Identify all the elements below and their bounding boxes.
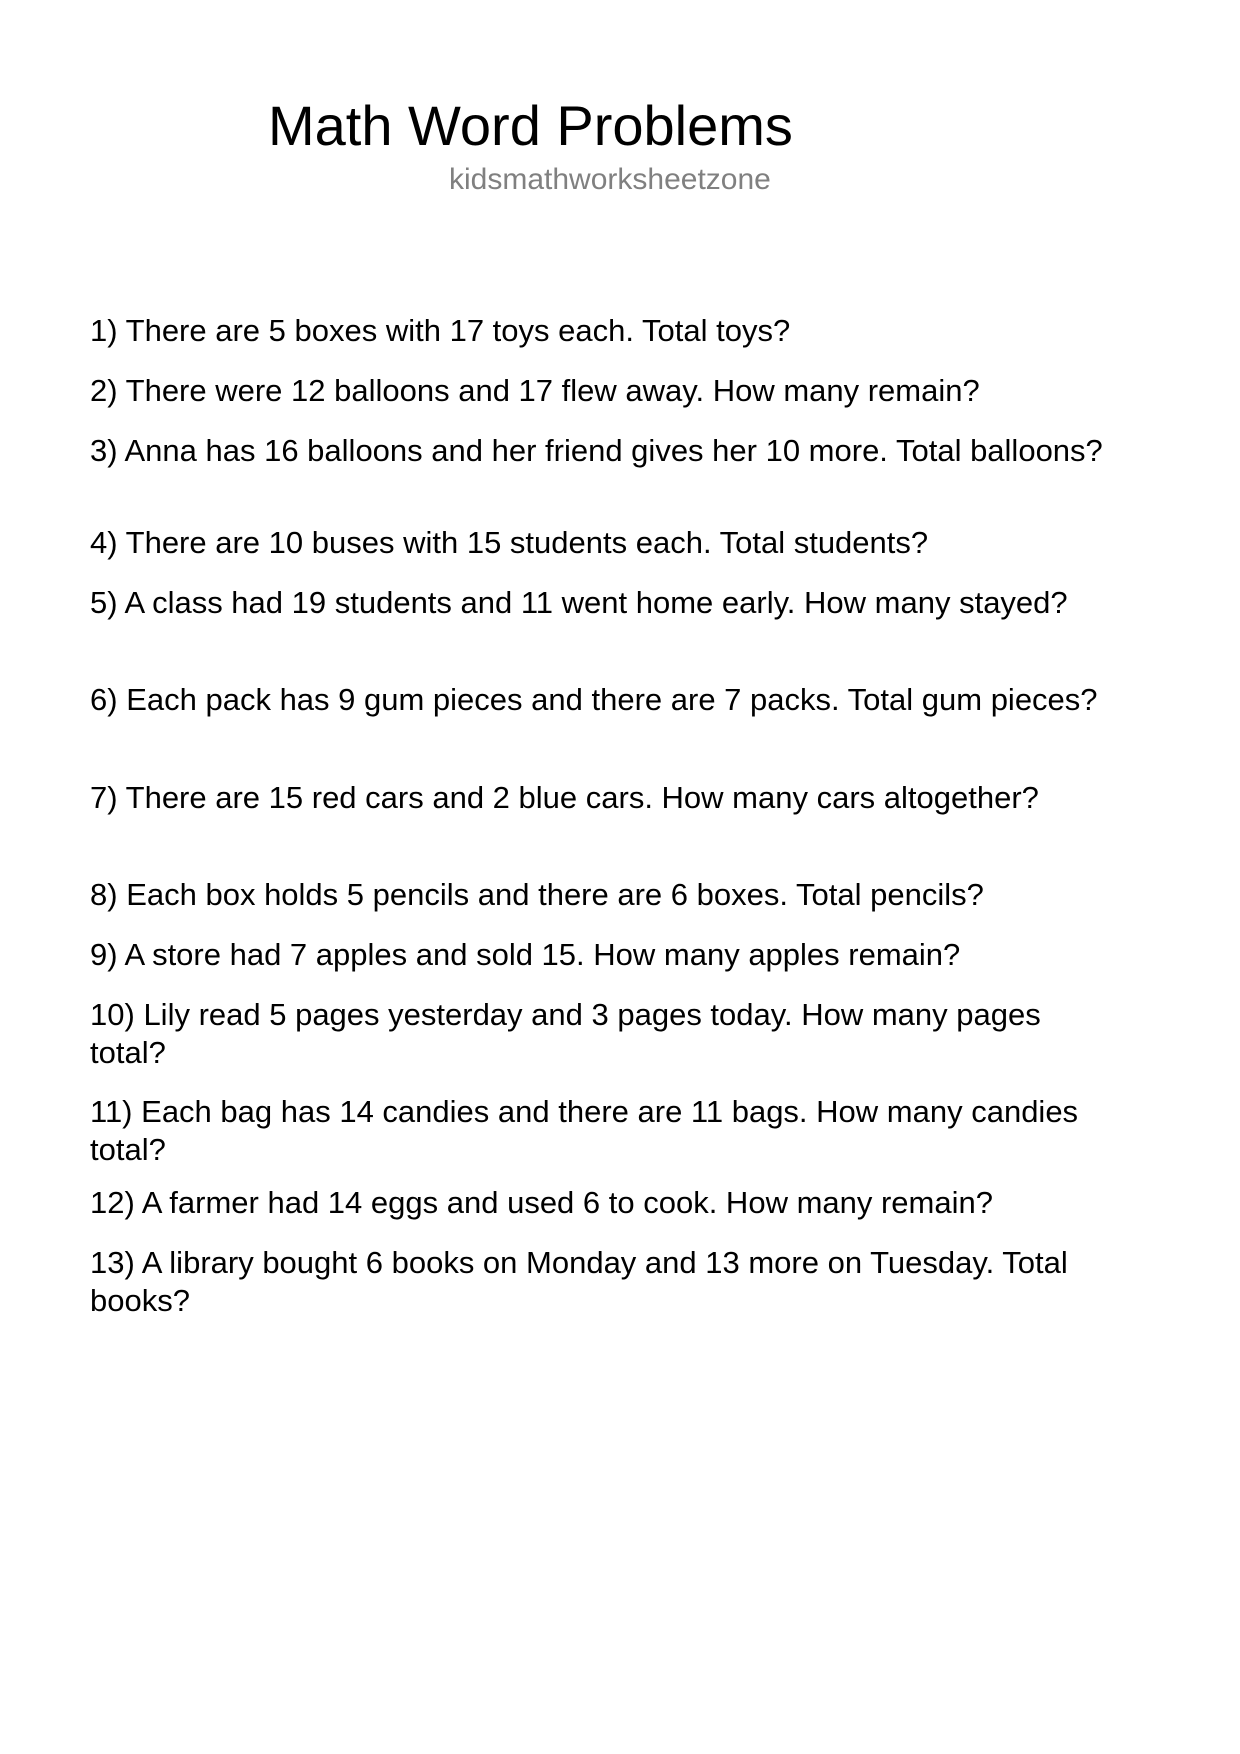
problem-text: There were 12 balloons and 17 flew away. How many remain? xyxy=(125,373,980,408)
problem-item xyxy=(90,779,1120,817)
page-title: Math Word Problems xyxy=(268,94,793,157)
problem-item xyxy=(90,1244,1120,1320)
problem-text: There are 15 red cars and 2 blue cars. How many cars altogether? xyxy=(125,780,1039,815)
problem-text: Lily read 5 pages yesterday and 3 pages today. How many pages total? xyxy=(90,997,1041,1070)
problem-item xyxy=(90,1093,1120,1169)
problem-number: 13) xyxy=(90,1245,135,1280)
problem-text: Each box holds 5 pencils and there are 6 boxes. Total pencils? xyxy=(126,877,984,912)
problem-number: 10) xyxy=(90,997,135,1032)
problem-text: A library bought 6 books on Monday and 13 more on Tuesday. Total books? xyxy=(90,1245,1068,1318)
problem-item xyxy=(90,996,1120,1072)
problem-item xyxy=(90,584,1120,622)
problem-item xyxy=(90,681,1120,719)
problem-text: Each bag has 14 candies and there are 11 bags. How many candies total? xyxy=(90,1094,1079,1167)
problem-item xyxy=(90,1184,1120,1222)
problem-text: There are 5 boxes with 17 toys each. Total toys? xyxy=(125,313,791,348)
problem-text: A class had 19 students and 11 went home early. How many stayed? xyxy=(124,585,1068,620)
problem-item xyxy=(90,432,1120,470)
problem-item xyxy=(90,524,1120,562)
problem-number: 6) xyxy=(90,682,118,717)
problem-number: 1) xyxy=(90,313,118,348)
problem-number: 3) xyxy=(90,433,118,468)
problem-text: A farmer had 14 eggs and used 6 to cook. How many remain? xyxy=(141,1185,993,1220)
problem-number: 12) xyxy=(90,1185,135,1220)
problem-text: Anna has 16 balloons and her friend gives her 10 more. Total balloons? xyxy=(124,433,1103,468)
problem-number: 7) xyxy=(90,780,118,815)
problem-number: 9) xyxy=(90,937,118,972)
problem-item xyxy=(90,876,1120,914)
problem-text: Each pack has 9 gum pieces and there are 7 packs. Total gum pieces? xyxy=(126,682,1098,717)
problem-number: 8) xyxy=(90,877,118,912)
problem-number: 4) xyxy=(90,525,118,560)
problem-number: 11) xyxy=(90,1094,133,1129)
problem-text: A store had 7 apples and sold 15. How many apples remain? xyxy=(124,937,961,972)
problem-text: There are 10 buses with 15 students each. Total students? xyxy=(125,525,929,560)
problem-item xyxy=(90,372,1120,410)
problem-item xyxy=(90,936,1120,974)
problem-number: 2) xyxy=(90,373,118,408)
problem-item xyxy=(90,312,1120,350)
problem-number: 5) xyxy=(90,585,118,620)
site-watermark: kidsmathworksheetzone xyxy=(449,163,771,196)
